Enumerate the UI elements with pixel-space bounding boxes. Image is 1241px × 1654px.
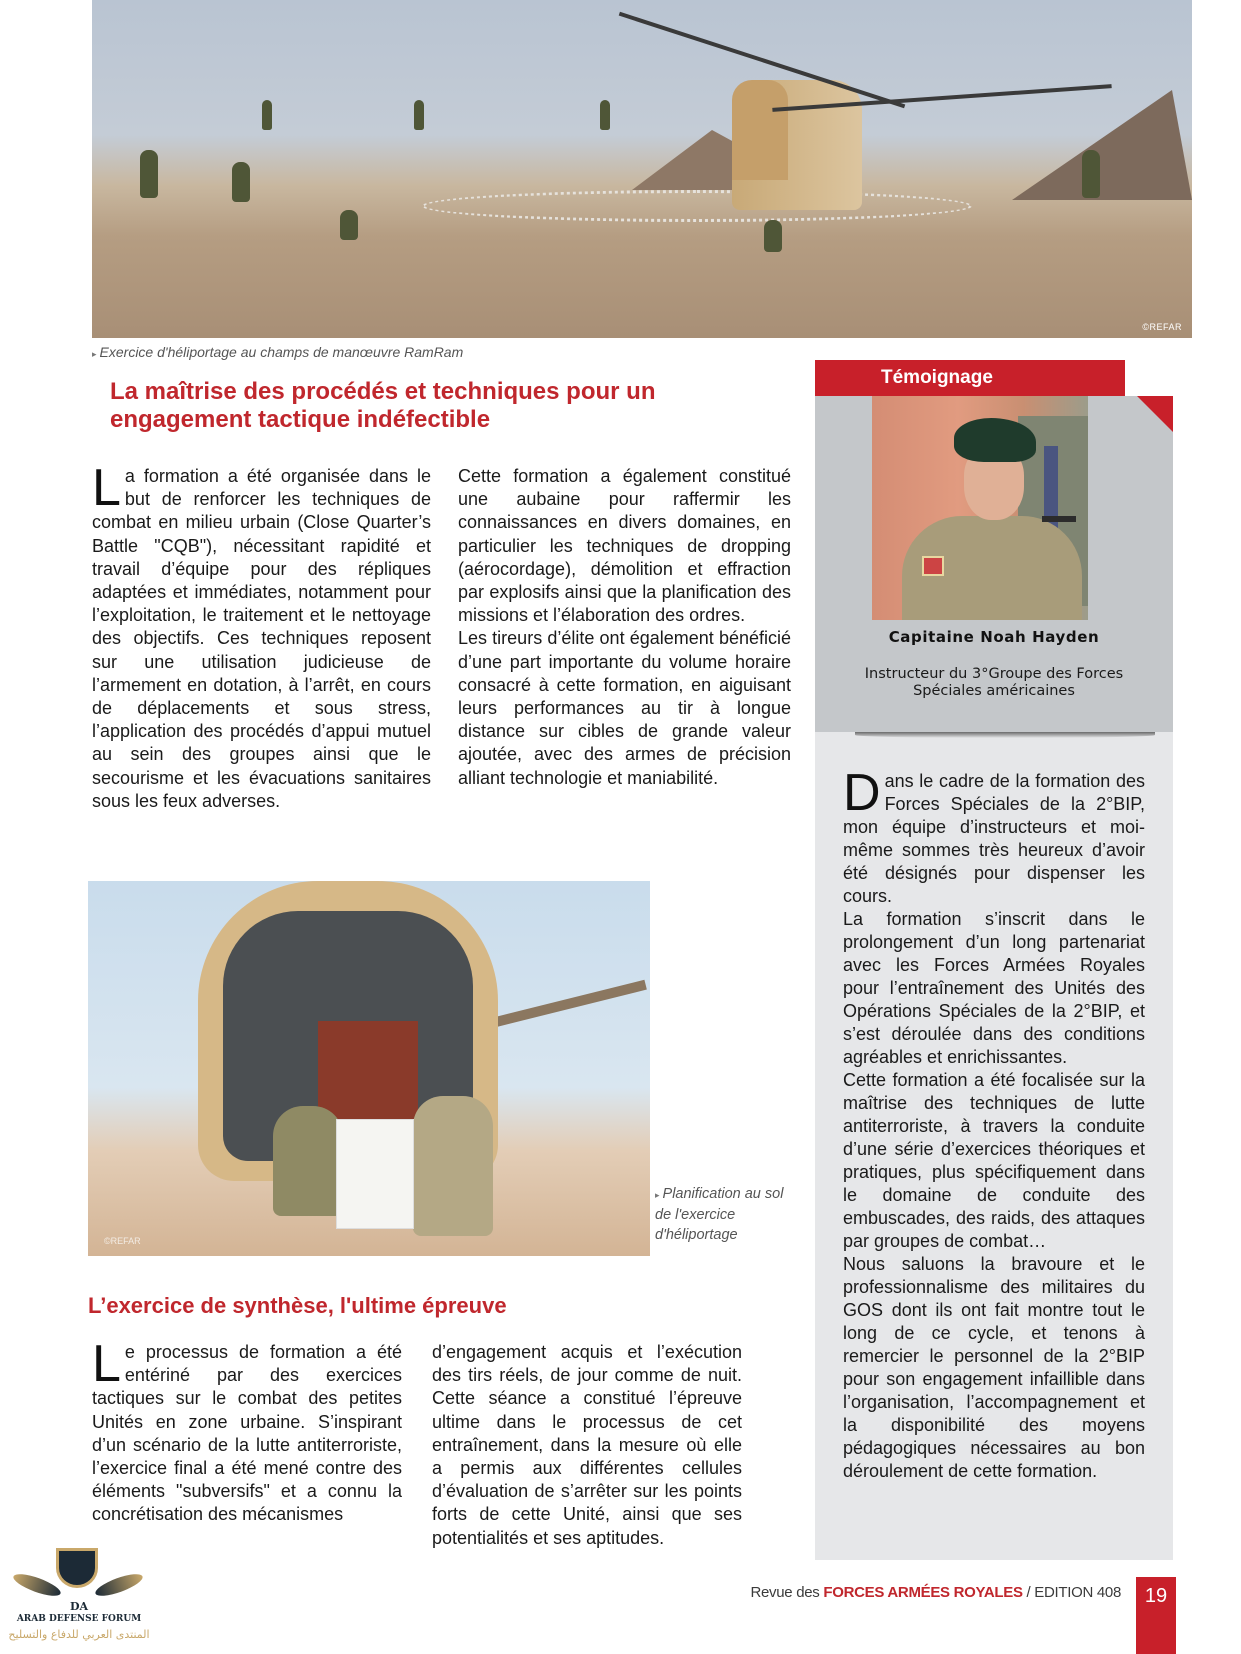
logo-monogram: DA [69,1600,89,1613]
section-title: La maîtrise des procédés et techniques pour un engagement tactique indéfectible [110,378,656,433]
planning-board [336,1119,414,1229]
soldier-figure [262,100,272,130]
page-number: 19 [1144,1585,1168,1607]
caption-bullet-icon: ▸ [92,349,97,359]
paragraph: Cette formation a également constitué une aubaine pour raffermir les connaissances en divers domaines, en particulier les techniques de dropping (aérocordage), démolition et effraction par explosifs ainsi que la planification des missions et l’élaboration des ordres. [458,466,791,626]
testimony-text [843,764,1145,1483]
caption-bullet-icon: ▸ [655,1190,660,1200]
logo-name-en: ARAB DEFENSE FORUM [16,1614,142,1624]
helipad-circle [422,190,972,222]
hero-photo-heliportage [92,0,1192,338]
logo-name-ar: المنتدى العربي للدفاع والتسليح [8,1628,150,1641]
photo-caption: ▸ Exercice d'héliportage au champs de manœuvre RamRam [92,344,464,360]
soldier-figure [232,162,250,202]
photo-credit: ©REFAR [1142,322,1182,332]
article-column-3 [92,1335,402,1527]
portrait-photo [872,396,1088,620]
arab-defense-forum-logo [4,1548,154,1652]
shield-icon [56,1548,98,1588]
testimony-tab-label: Témoignage [881,367,993,388]
soldier-figure [140,150,158,198]
footer-publication: Revue des FORCES ARMÉES ROYALES / EDITION 408 [750,1584,1121,1601]
article-column-4 [432,1341,742,1550]
divider-shadow [855,732,1155,738]
flag-patch-icon [922,556,944,576]
paragraph: e processus de formation a été entériné par des exercices tactiques sur le combat des petites Unités en zone urbaine. S’inspirant d’un scénario de la lutte antiterroriste, l’exercice final a été mené contre des éléments "subversifs" et a connu la concrétisation des mécanismes [92,1342,402,1525]
paragraph: d’engagement acquis et l’exécution des tirs réels, de jour comme de nuit. Cette séance a constitué l’épreuve ultime dans le processus de cet entraînement, dans la mesure où elle a permis aux différentes cellules d’évaluation de s’arrêter sur les points forts de cette Unité, ainsi que ses potentialités et ses aptitudes. [432,1342,742,1548]
drop-cap: L [92,459,121,517]
paragraph: Les tireurs d’élite ont également bénéficié d’une part importante du volume horaire consacré à cette formation, en aiguisant leurs performances au tir à longue distance sur cibles de grande valeur ajoutée, avec des armes de précision alliant technologie et maniabilité. [458,628,791,788]
mountain-shape [1012,90,1192,200]
rotor-blade [489,980,647,1028]
paragraph: a formation a été organisée dans le but de renforcer les techniques de combat en milieu urbain (Close Quarter’s Battle "CQB"), nécessitant rapidité et travail d’équipe pour des répliques adaptées et immédiates, notamment pour l’exploitation, le traitement et le nettoyage des objectifs. Ces techniques reposent sur une utilisation judicieuse de l’armement en dotation, à l’arrêt, en cours de déplacements et sous stress, l’application des procédés d’appui mutuel au sein des groupes ainsi que le secourisme et les évacuations sanitaires sous les feux adverses. [92,466,431,811]
drop-cap: L [92,1335,121,1393]
photo-credit: ©REFAR [104,1236,141,1246]
helicopter-tail [732,80,788,180]
testimony-name: Capitaine Noah Hayden [888,628,1100,646]
footer-brand: FORCES ARMÉES ROYALES [823,1584,1023,1601]
drop-cap: D [843,764,881,822]
tab-fold-corner [1137,396,1173,432]
beret-shape [954,418,1036,462]
paragraph: Nous saluons la bravoure et le professionnalisme des militaires du GOS dont ils ont fait montre tout le long de ce cycle, et tenons à remercier le personnel de la 2°BIP pour son engagement infaillible dans l’organisation, l’accompagnement et la disponibilité des moyens pédagogiques nécessaires au bon déroulement de cette formation. [843,1254,1145,1481]
paragraph: La formation s’inscrit dans le prolongement d’un long partenariat avec les Forces Armées Royales pour l’entraînement des Unités des Opérations Spéciales de la 2°BIP, et s’est déroulée dans des conditions agréables et enrichissantes. [843,909,1145,1067]
wing-icon [93,1570,145,1600]
article-column-1 [92,459,431,813]
microphone-icon [1042,516,1076,522]
testimony-role: Instructeur du 3°Groupe des Forces Spéciales américaines [864,666,1124,699]
soldier-figure [764,220,782,252]
article-column-2 [458,465,791,790]
soldier-figure [413,1096,493,1236]
soldier-figure [600,100,610,130]
paragraph: ans le cadre de la formation des Forces Spéciales de la 2°BIP, mon équipe d’instructeurs et moi-même sommes très heureux d’avoir été désignés pour dispenser les cours. [843,771,1145,906]
wing-icon [11,1570,63,1600]
soldier-figure [340,210,358,240]
testimony-tab [815,360,1125,396]
section-title: L’exercice de synthèse, l'ultime épreuve [88,1293,507,1318]
soldier-figure [414,100,424,130]
page-number-tab [1136,1577,1176,1654]
planning-photo [88,881,650,1256]
photo-caption: ▸ Planification au sol de l'exercice d'héliportage [655,1186,784,1243]
soldier-figure [273,1106,343,1216]
paragraph: Cette formation a été focalisée sur la maîtrise des techniques de lutte antiterroriste, à travers la conduite d’une série d’exercices théoriques et pratiques, plus spécifiquement dans le domaine de conduite des embuscades, des raids, des attaques par groupes de combat… [843,1070,1145,1251]
soldier-figure [1082,150,1100,198]
